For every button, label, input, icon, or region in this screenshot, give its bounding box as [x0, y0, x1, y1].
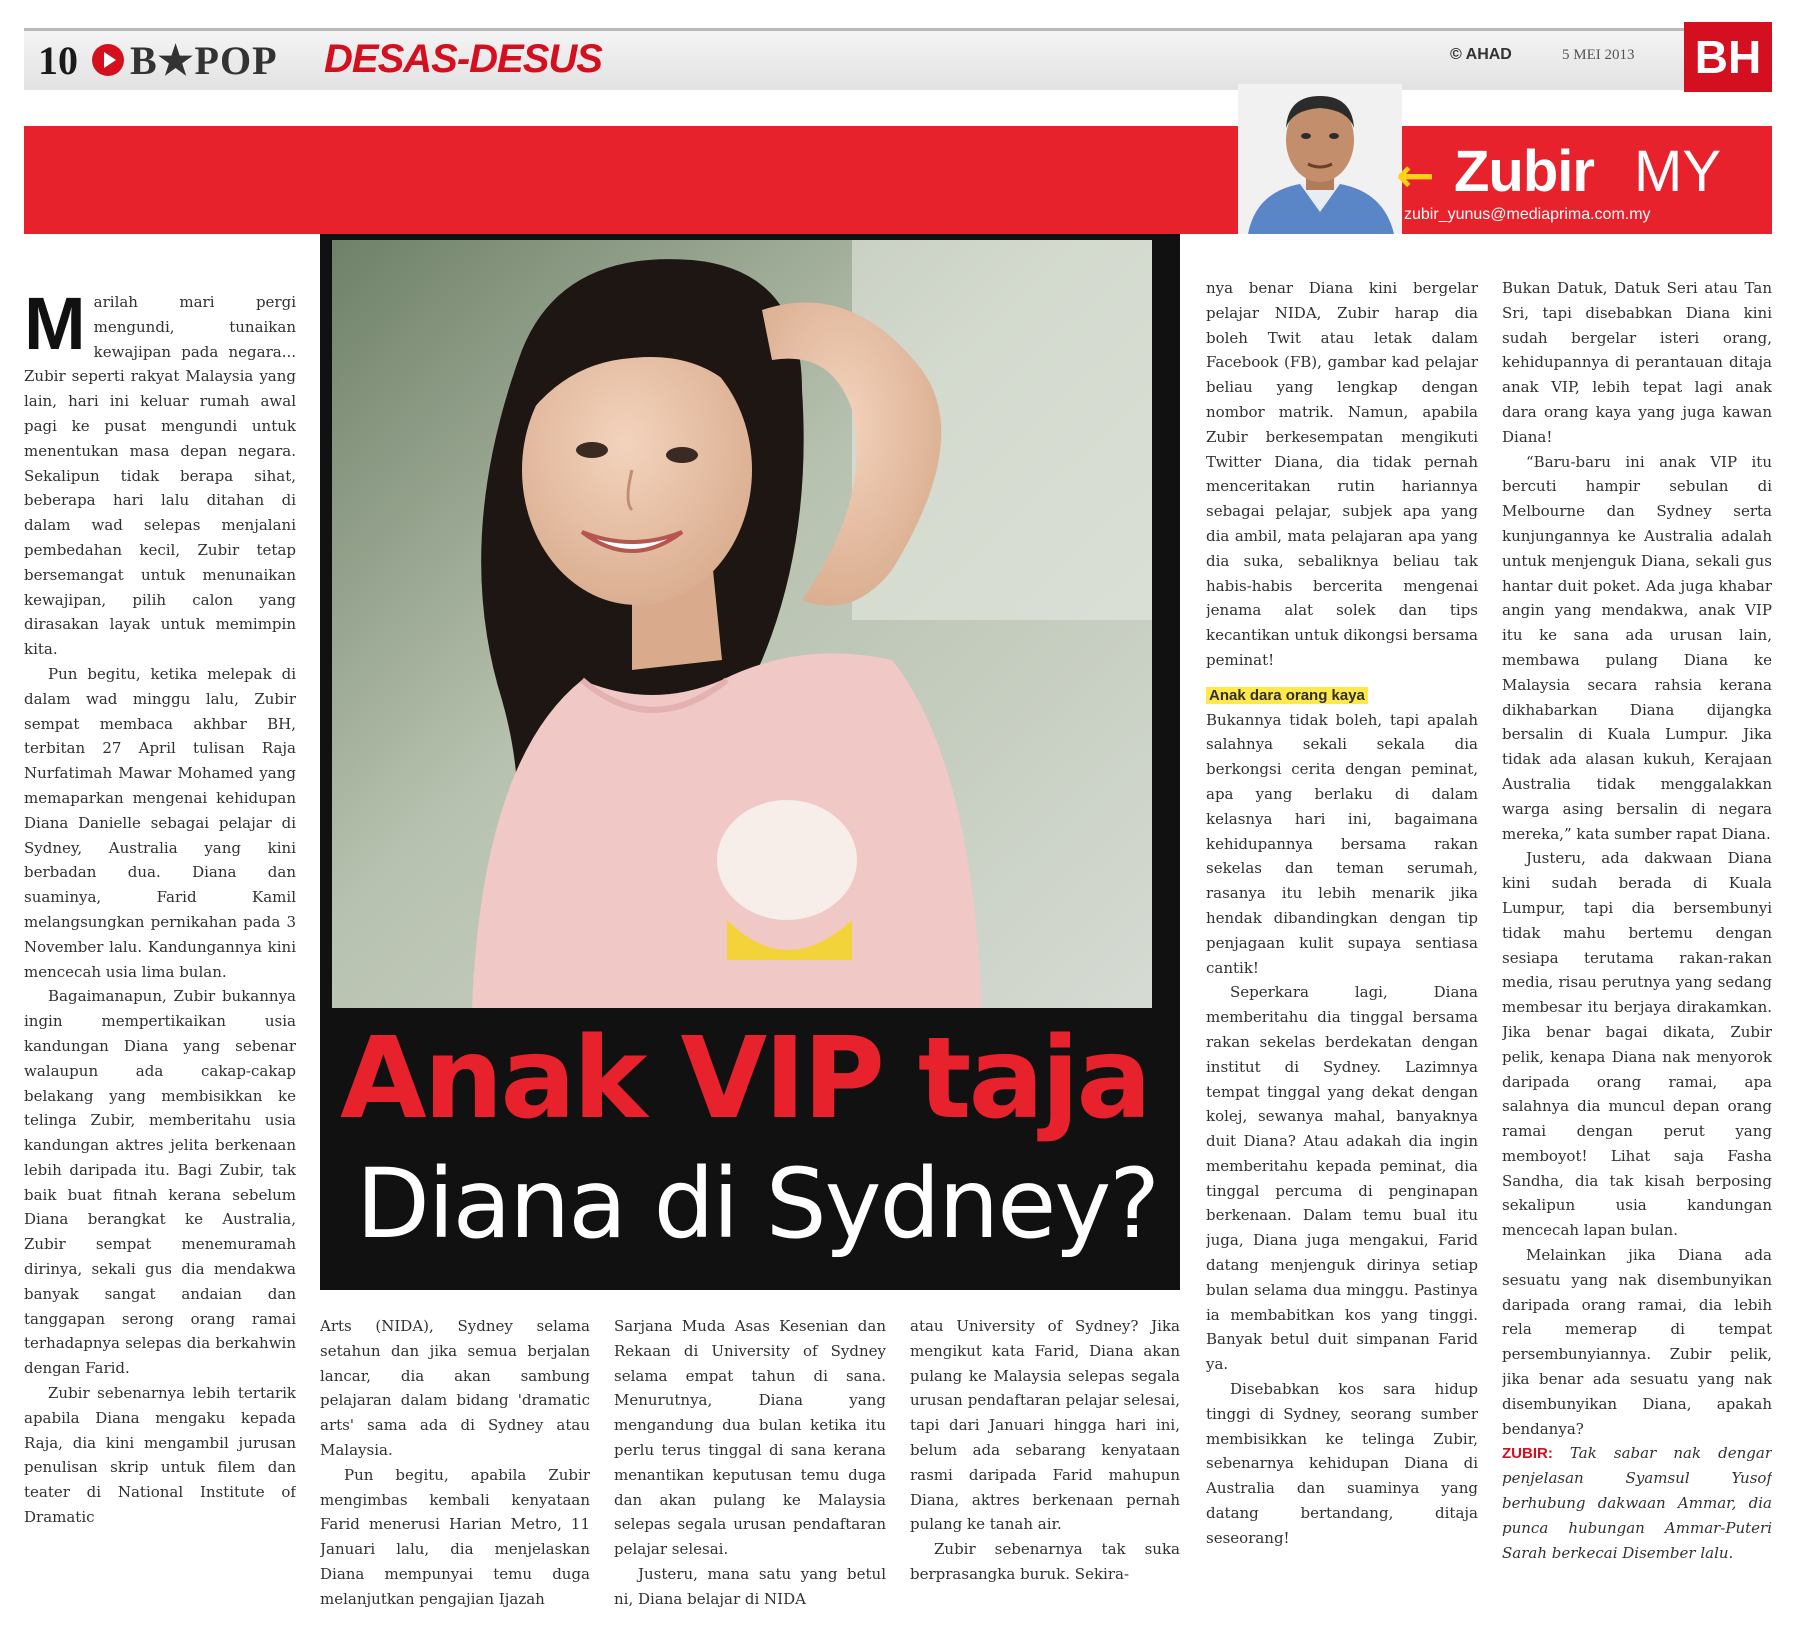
bh-logo: BH — [1684, 22, 1772, 92]
paragraph: Bagaimanapun, Zubir bukannya ingin mempertikaikan usia kandungan Diana yang sebenar walaupun ada cakap-cakap belakang yang membisikkan ke telinga Zubir, memberitahu usia kandungan aktres jelita berkenaan lebih daripada itu. Bagi Zubir, tak baik buat fitnah kerana sebelum Diana berangkat ke Australia, Zubir sempat menemuramah dirinya, sekali gus dia mendakwa banyak sangat andaian dan tanggapan serong orang ramai terhadapnya selepas dia berkahwin dengan Farid. — [24, 987, 296, 1378]
feature-photo — [332, 240, 1152, 1008]
subheading — [1206, 673, 1478, 708]
article-column-5 — [1206, 276, 1478, 1632]
article-column-3 — [614, 1314, 886, 1634]
headline-line-1: Anak VIP taja — [340, 1014, 1149, 1144]
paragraph: nya benar Diana kini bergelar pelajar NIDA, Zubir harap dia boleh Twit atau letak dalam Facebook (FB), gambar kad pelajar beliau yang lengkap dengan nombor matrik. Namun, apabila Zubir berkesempatan mengikuti Twitter Diana, dia tidak pernah menceritakan rutin hariannya sebagai pelajar, subjek apa yang dia ambil, mata pelajaran apa yang dia suka, sebaliknya beliau tak habis-habis bercerita mengenai jenama alat solek dan tips kecantikan untuk dikongsi bersama peminat! — [1206, 279, 1478, 669]
paragraph: Bukan Datuk, Datuk Seri atau Tan Sri, tapi disebabkan Diana kini sudah bergelar isteri orang, kehidupannya di perantauan ditaja anak VIP, lebih tepat lagi anak dara orang kaya yang juga kawan Diana! — [1502, 279, 1772, 446]
paragraph: Zubir sebenarnya lebih tertarik apabila Diana mengaku kepada Raja, dia kini mengambil jurusan penulisan skrip untuk filem dan teater di National Institute of Dramatic — [24, 1384, 296, 1527]
footnote-tag: ZUBIR: — [1502, 1445, 1553, 1463]
paragraph: Justeru, mana satu yang betul ni, Diana belajar di NIDA — [614, 1564, 886, 1608]
footnote-text: Tak sabar nak dengar penjelasan Syamsul Yusof berhubung dakwaan Ammar, dia punca hubungan Ammar-Puteri Sarah berkecai Disember lalu. — [1502, 1444, 1772, 1562]
paragraph: atau University of Sydney? Jika mengikut kata Farid, Diana akan pulang ke Malaysia selepas segala urusan pendaftaran pelajar selesai, tapi dari Januari hingga hari ini, belum ada sebarang kenyataan rasmi daripada Farid mahupun Diana, aktres berkenaan pernah pulang ke tanah air. — [910, 1317, 1180, 1534]
section-title: DESAS-DESUS — [324, 37, 602, 81]
columnist-portrait — [1238, 84, 1402, 234]
article-column-2 — [320, 1314, 590, 1634]
paragraph: Seperkara lagi, Diana memberitahu dia tinggal bersama rakan sekelas berdekatan dengan institut di Sydney. Lazimnya tempat tinggal yang dekat dengan kolej, sewanya mahal, banyaknya duit Diana? Atau adakah dia ingin memberitahu kepada peminat, dia tinggal percuma di penginapan berkenaan. Dalam temu bual itu juga, Diana juga mengakui, Farid datang menjenguk dirinya setiap bulan selama dua minggu. Pastinya ia membabitkan kos yang tinggi. Banyak betul duit simpanan Farid ya. — [1206, 983, 1478, 1374]
paragraph: “Baru-baru ini anak VIP itu bercuti hampir sebulan di Melbourne dan Sydney serta kunjungannya ke Australia adalah untuk menjenguk Diana, sekali gus hantar duit poket. Ada juga khabar angin yang mendakwa, anak VIP itu ke sana ada urusan lain, membawa pulang Diana ke Malaysia secara rahsia kerana dikhabarkan Diana dijangka bersalin di Kuala Lumpur. Jika tidak ada alasan kukuh, Kerajaan Australia tidak menggalakkan warga asing bersalin di negara mereka,” kata sumber rapat Diana. — [1502, 452, 1772, 843]
article-column-1 — [24, 290, 296, 1630]
paragraph: Sarjana Muda Asas Kesenian dan Rekaan di University of Sydney selama empat tahun di sana. Menurutnya, Diana yang mengandung dua bulan ketika itu perlu terus tinggal di sana kerana menantikan keputusan temu duga dan akan pulang ke Malaysia selepas segala urusan pendaftaran pelajar selesai. — [614, 1317, 886, 1559]
headline-line-2: Diana di Sydney? — [356, 1148, 1159, 1260]
play-icon — [92, 44, 124, 76]
paragraph: Zubir sebenarnya tak suka berprasangka buruk. Sekira- — [910, 1540, 1180, 1583]
paragraph: Pun begitu, ketika melepak di dalam wad minggu lalu, Zubir sempat membaca akhbar BH, terbitan 27 April tulisan Raja Nurfatimah Mawar Mohamed yang memaparkan mengenai kehidupan Diana Danielle sebagai pelajar di Sydney, Australia yang kini berbadan dua. Diana dan suaminya, Farid Kamil melangsungkan pernikahan pada 3 November lalu. Kandungannya kini mencecah usia lima bulan. — [24, 664, 296, 981]
page-header — [24, 28, 1772, 90]
paragraph: arilah mari pergi mengundi, tunaikan kewajipan pada negara... Zubir seperti rakyat Malaysia yang lain, hari ini keluar rumah awal pagi ke pusat mengundi untuk menentukan masa depan negara. Sekalipun tidak berapa sihat, beberapa hari lalu ditahan di dalam wad selepas menjalani pembedahan kecil, Zubir tetap bersemangat untuk menunaikan kewajipan, pilih calon yang dirasakan layak untuk memimpin kita. — [24, 293, 296, 659]
supplement-brand: B★POP — [130, 38, 278, 83]
page-number: 10 — [38, 38, 78, 83]
footnote — [1502, 1441, 1772, 1565]
paragraph: Disebabkan kos sara hidup tinggi di Sydney, seorang sumber membisikkan ke telinga Zubir, sebenarnya kehidupan Diana di Australia dan suaminya yang datang bertandang, ditaja seseorang! — [1206, 1380, 1478, 1547]
paragraph: Arts (NIDA), Sydney selama setahun dan jika semua berjalan lancar, dia akan sambung pelajaran dalam bidang 'dramatic arts' sama ada di Sydney atau Malaysia. — [320, 1317, 590, 1459]
paragraph: Bukannya tidak boleh, tapi apalah salahnya sekali sekala dia berkongsi cerita dengan peminat, apa yang berlaku di dalam kelasnya hari ini, bagaimana kehidupannya bersama rakan sekelas dan teman serumah, rasanya itu lebih menarik jika hendak dibandingkan dengan tip penjagaan kulit supaya sentiasa cantik! — [1206, 710, 1478, 977]
article-column-6 — [1502, 276, 1772, 1632]
paragraph: Justeru, ada dakwaan Diana kini sudah berada di Kuala Lumpur, tapi dia bersembunyi tidak mahu bertemu dengan sesiapa terutama rakan-rakan media, risau perutnya yang sedang membesar itu berjaya dirakamkan. Jika benar bagai dikata, Zubir pelik, kenapa Diana nak menyorok daripada orang ramai, apa salahnya dia muncul depan orang ramai dengan perut yang memboyot! Lihat saja Fasha Sandha, dia tak kisah berposing sekalipun usia kandungan mencecah lapan bulan. — [1502, 849, 1772, 1240]
subheading-text: Anak dara orang kaya — [1206, 687, 1368, 704]
article-column-4 — [910, 1314, 1180, 1634]
columnist-suffix: MY — [1634, 139, 1721, 204]
issue-date: 5 MEI 2013 — [1562, 47, 1635, 63]
columnist-email[interactable]: zubir_yunus@mediaprima.com.my — [1404, 206, 1651, 223]
paragraph: Melainkan jika Diana ada sesuatu yang nak disembunyikan daripada orang ramai, dia lebih rela memerap di tempat persembunyiannya. Zubir pelik, jika benar ada sesuatu yang nak disembunyikan Diana, apakah bendanya? — [1502, 1246, 1772, 1438]
drop-cap: M — [24, 290, 86, 365]
columnist-name: Zubir — [1454, 139, 1594, 204]
issue-day: © AHAD — [1450, 46, 1512, 63]
paragraph: Pun begitu, apabila Zubir mengimbas kembali kenyataan Farid menerusi Harian Metro, 11 Januari lalu, dia menjelaskan Diana mempunyai temu duga melanjutkan pengajian Ijazah — [320, 1465, 590, 1608]
arrow-left-icon: ← — [1396, 148, 1435, 202]
